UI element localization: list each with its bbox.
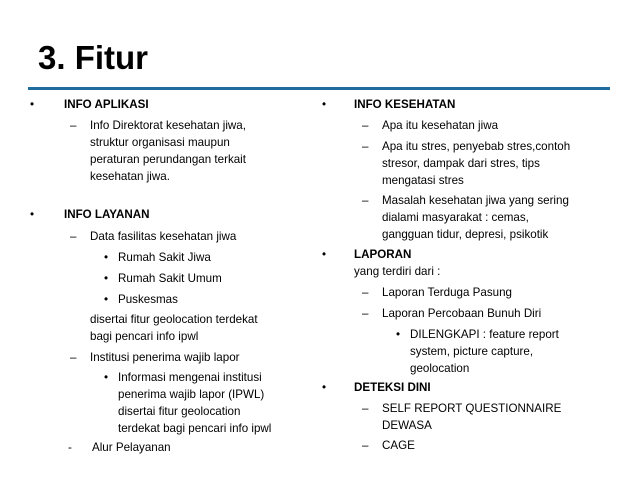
- info-layanan-heading: INFO LAYANAN: [64, 208, 150, 221]
- bullet-marker: •: [104, 371, 109, 384]
- institusi-item: Institusi penerima wajib lapor: [90, 351, 240, 364]
- kesehatan-item-3-line-1: Masalah kesehatan jiwa yang sering: [382, 194, 569, 207]
- kesehatan-item-2-line-3: mengatasi stres: [382, 174, 464, 187]
- dash-marker: –: [362, 119, 369, 132]
- laporan-item-1: Laporan Terduga Pasung: [382, 286, 512, 299]
- laporan-heading: LAPORAN: [354, 248, 412, 261]
- info-aplikasi-line-1: Info Direktorat kesehatan jiwa,: [90, 119, 246, 132]
- slide-title: 3. Fitur: [38, 39, 149, 76]
- dash-marker: –: [362, 194, 369, 207]
- geolocation-note-line-2: bagi pencari info ipwl: [90, 330, 199, 343]
- fasilitas-puskesmas: Puskesmas: [118, 293, 178, 306]
- info-kesehatan-heading: INFO KESEHATAN: [354, 98, 456, 111]
- info-aplikasi-line-4: kesehatan jiwa.: [90, 170, 170, 183]
- dilengkapi-line-3: geolocation: [410, 362, 470, 375]
- laporan-item-2: Laporan Percobaan Bunuh Diri: [382, 307, 542, 320]
- deteksi-item-2: CAGE: [382, 439, 415, 452]
- bullet-marker: •: [104, 293, 109, 306]
- kesehatan-item-3-line-2: dialami masyarakat : cemas,: [382, 211, 529, 224]
- kesehatan-item-1: Apa itu kesehatan jiwa: [382, 119, 499, 132]
- kesehatan-item-3-line-3: gangguan tidur, depresi, psikotik: [382, 228, 549, 241]
- dash-marker: –: [362, 286, 369, 299]
- bullet-marker: •: [396, 328, 401, 341]
- bullet-marker: •: [322, 248, 327, 261]
- dash-marker: –: [70, 351, 77, 364]
- dash-marker: –: [362, 439, 369, 452]
- institusi-detail-line-2: penerima wajib lapor (IPWL): [118, 388, 265, 401]
- data-fasilitas-item: Data fasilitas kesehatan jiwa: [90, 230, 237, 243]
- info-aplikasi-line-3: peraturan perundangan terkait: [90, 153, 246, 166]
- fasilitas-rsu: Rumah Sakit Umum: [118, 272, 222, 285]
- dash-marker: –: [362, 402, 369, 415]
- dilengkapi-line-2: system, picture capture,: [410, 345, 534, 358]
- bullet-marker: •: [30, 98, 35, 111]
- dash-marker: –: [362, 140, 369, 153]
- dash-marker: –: [70, 119, 77, 132]
- laporan-subheading: yang terdiri dari :: [354, 265, 441, 278]
- bullet-marker: •: [30, 208, 35, 221]
- dash-marker: –: [362, 307, 369, 320]
- info-aplikasi-line-2: struktur organisasi maupun: [90, 136, 230, 149]
- geolocation-note-line-1: disertai fitur geolocation terdekat: [90, 313, 258, 326]
- fasilitas-rsj: Rumah Sakit Jiwa: [118, 251, 211, 264]
- institusi-detail-line-1: Informasi mengenai institusi: [118, 371, 262, 384]
- info-aplikasi-heading: INFO APLIKASI: [64, 98, 149, 111]
- deteksi-dini-heading: DETEKSI DINI: [354, 381, 431, 394]
- bullet-marker: •: [322, 381, 327, 394]
- title-divider: [28, 87, 610, 90]
- dilengkapi-line-1: DILENGKAPI : feature report: [410, 328, 559, 341]
- kesehatan-item-2-line-1: Apa itu stres, penyebab stres,contoh: [382, 140, 571, 153]
- bullet-marker: •: [322, 98, 327, 111]
- deteksi-item-1-line-1: SELF REPORT QUESTIONNAIRE: [382, 402, 562, 415]
- bullet-marker: •: [104, 251, 109, 264]
- bullet-marker: •: [104, 272, 109, 285]
- deteksi-item-1-line-2: DEWASA: [382, 419, 432, 432]
- institusi-detail-line-3: disertai fitur geolocation: [118, 405, 241, 418]
- institusi-detail-line-4: terdekat bagi pencari info ipwl: [118, 422, 272, 435]
- dash-marker: –: [70, 230, 77, 243]
- kesehatan-item-2-line-2: stresor, dampak dari stres, tips: [382, 157, 540, 170]
- alur-pelayanan-item: Alur Pelayanan: [92, 441, 171, 454]
- hyphen-marker: -: [68, 441, 72, 454]
